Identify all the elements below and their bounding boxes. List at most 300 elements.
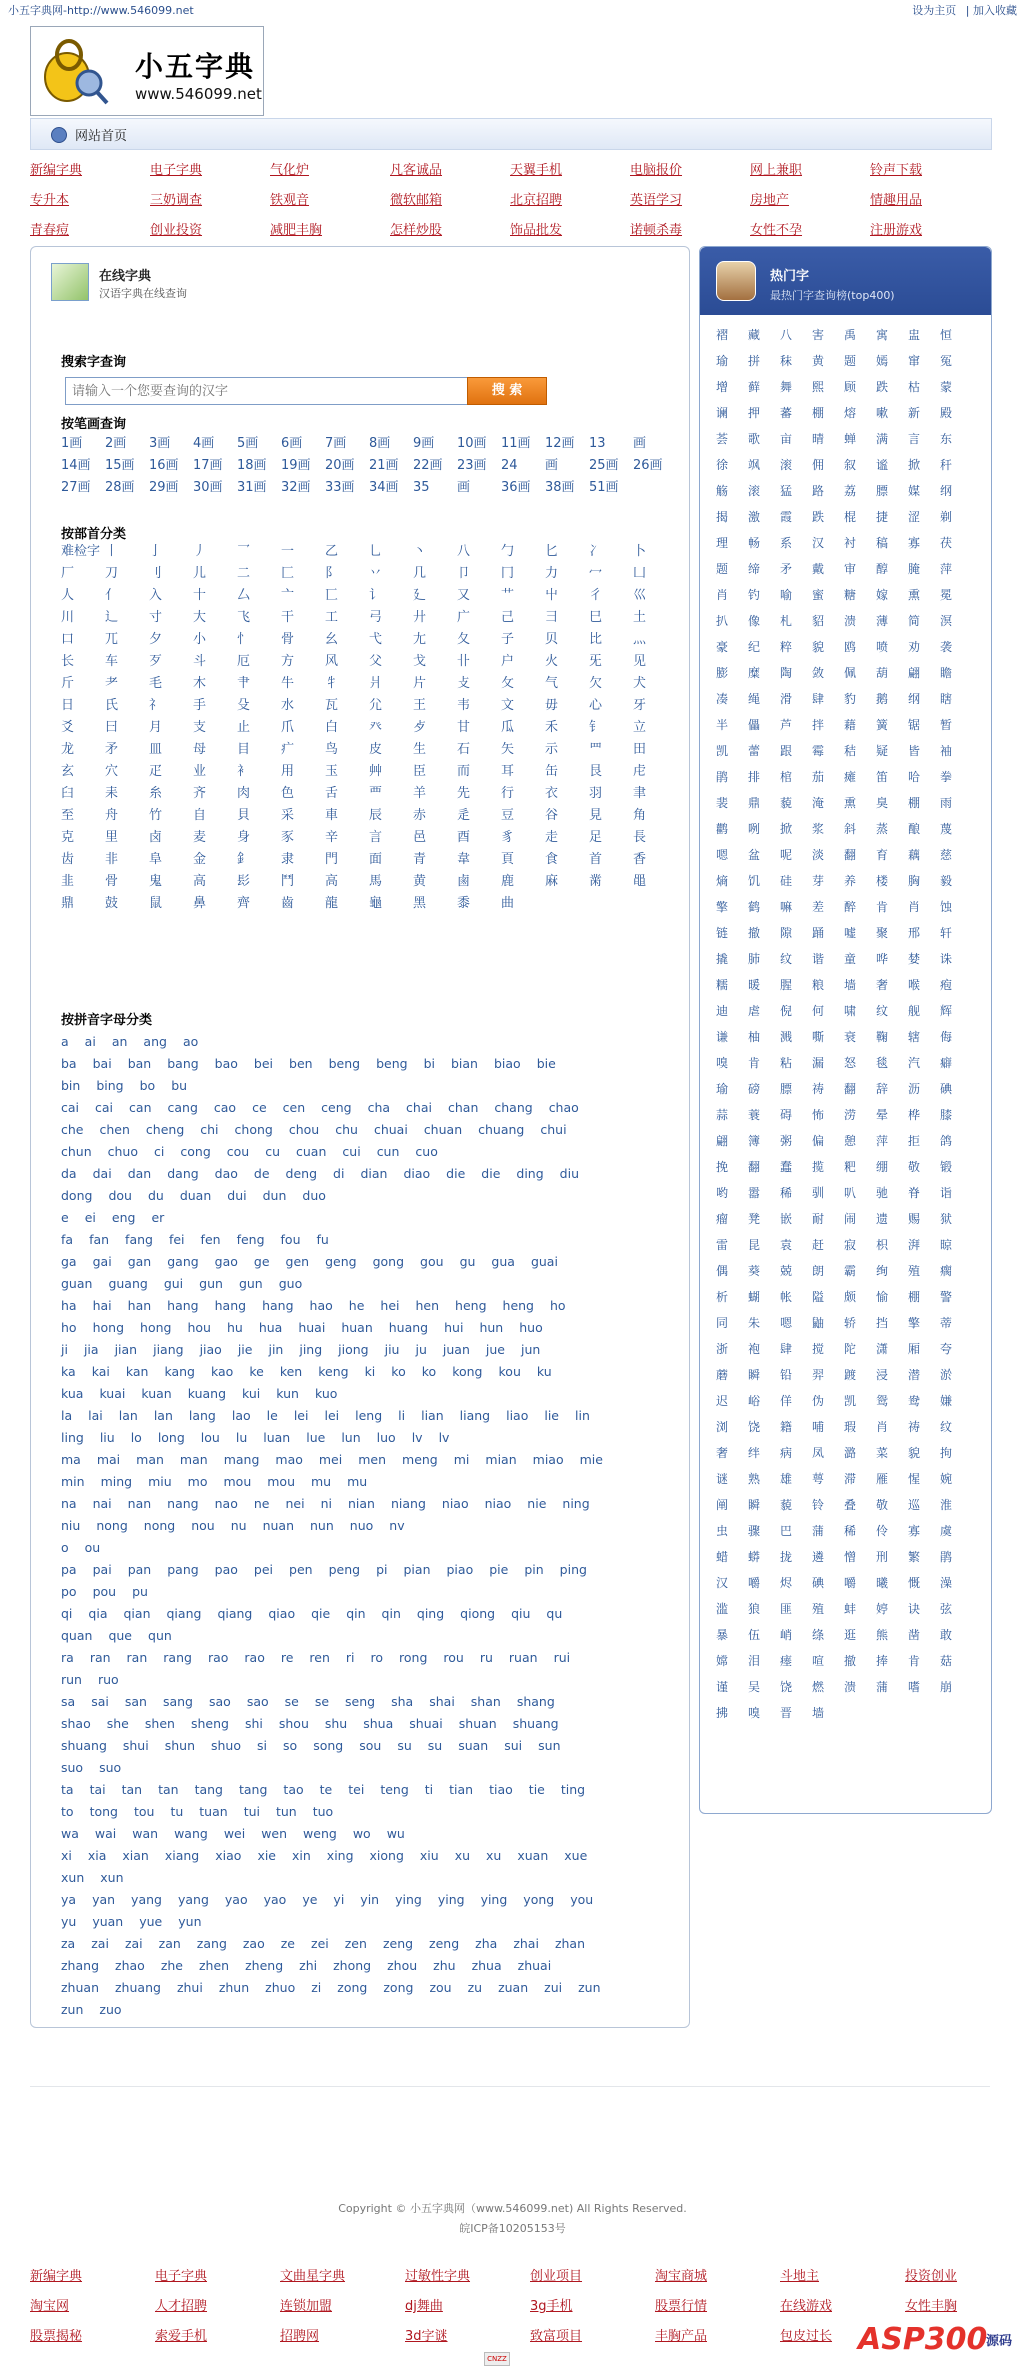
pinyin-link[interactable]: tong	[89, 1804, 118, 1819]
pinyin-link[interactable]: chao	[548, 1100, 579, 1115]
hot-char-link[interactable]: 纹	[876, 1004, 889, 1018]
bottom-link[interactable]: 淘宝商城	[655, 2269, 708, 2284]
pinyin-link[interactable]: kang	[164, 1364, 195, 1379]
hot-char-link[interactable]: 翻	[844, 1082, 857, 1096]
hot-char-link[interactable]: 盆	[748, 848, 761, 862]
radical-link[interactable]: 麦	[193, 830, 207, 845]
pinyin-link[interactable]: se	[284, 1694, 299, 1709]
hot-char-link[interactable]: 藓	[748, 380, 761, 394]
pinyin-link[interactable]: pao	[214, 1562, 238, 1577]
hot-char-link[interactable]: 虐	[748, 1004, 761, 1018]
radical-link[interactable]: 韋	[457, 852, 471, 867]
bottom-link[interactable]: 过敏性字典	[405, 2269, 471, 2284]
pinyin-link[interactable]: ji	[61, 1342, 68, 1357]
radical-link[interactable]: 足	[589, 830, 603, 845]
hot-char-link[interactable]: 怖	[812, 1108, 825, 1122]
radical-link[interactable]: 刂	[149, 566, 163, 581]
hot-char-link[interactable]: 淡	[812, 848, 825, 862]
hot-char-link[interactable]: 瞬	[748, 1368, 761, 1382]
bottom-link[interactable]: 3d字谜	[405, 2329, 448, 2344]
hot-char-link[interactable]: 滑	[780, 692, 793, 706]
hot-char-link[interactable]: 系	[780, 536, 793, 550]
hot-char-link[interactable]: 熔	[844, 406, 857, 420]
pinyin-link[interactable]: huai	[298, 1320, 326, 1335]
pinyin-link[interactable]: fu	[316, 1232, 329, 1247]
hot-char-link[interactable]: 暖	[748, 978, 761, 992]
pinyin-link[interactable]: nao	[214, 1496, 238, 1511]
pinyin-link[interactable]: si	[257, 1738, 268, 1753]
hot-char-link[interactable]: 棚	[812, 406, 825, 420]
radical-link[interactable]: 自	[193, 808, 207, 823]
pinyin-link[interactable]: hao	[309, 1298, 333, 1313]
hot-char-link[interactable]: 祷	[812, 1082, 825, 1096]
hot-char-link[interactable]: 倪	[780, 1004, 793, 1018]
hot-char-link[interactable]: 帐	[780, 1290, 793, 1304]
hot-char-link[interactable]: 像	[748, 614, 761, 628]
hot-char-link[interactable]: 膝	[940, 1108, 953, 1122]
pinyin-link[interactable]: po	[61, 1584, 77, 1599]
radical-link[interactable]: 門	[325, 852, 339, 867]
pinyin-link[interactable]: mie	[579, 1452, 603, 1467]
pinyin-link[interactable]: ga	[61, 1254, 77, 1269]
pinyin-link[interactable]: gong	[372, 1254, 405, 1269]
stroke-link[interactable]: 34画	[369, 480, 399, 495]
hot-char-link[interactable]: 饶	[780, 1680, 793, 1694]
hot-char-link[interactable]: 夸	[940, 1342, 953, 1356]
hot-char-link[interactable]: 谨	[716, 1680, 729, 1694]
hot-char-link[interactable]: 偶	[716, 1264, 729, 1278]
radical-link[interactable]: 黑	[413, 896, 427, 911]
hot-char-link[interactable]: 伶	[876, 1524, 889, 1538]
pinyin-link[interactable]: sang	[162, 1694, 193, 1709]
hot-char-link[interactable]: 擎	[716, 900, 729, 914]
pinyin-link[interactable]: qun	[148, 1628, 172, 1643]
pinyin-link[interactable]: qiong	[460, 1606, 496, 1621]
pinyin-link[interactable]: ou	[84, 1540, 101, 1555]
hot-char-link[interactable]: 哈	[908, 770, 921, 784]
hot-char-link[interactable]: 霸	[844, 1264, 857, 1278]
hot-char-link[interactable]: 臭	[876, 796, 889, 810]
stroke-link[interactable]: 36画	[501, 480, 531, 495]
hot-char-link[interactable]: 赶	[812, 1238, 825, 1252]
radical-link[interactable]: 匚	[281, 566, 295, 581]
pinyin-link[interactable]: cao	[213, 1100, 237, 1115]
hot-char-link[interactable]: 舞	[780, 380, 793, 394]
radical-link[interactable]: 小	[193, 632, 207, 647]
pinyin-link[interactable]: ho	[61, 1320, 77, 1335]
radical-link[interactable]: 业	[193, 764, 207, 779]
hot-char-link[interactable]: 揭	[716, 510, 729, 524]
pinyin-link[interactable]: xu	[486, 1848, 502, 1863]
radical-link[interactable]: 至	[61, 808, 75, 823]
top-link[interactable]: 注册游戏	[870, 223, 923, 238]
pinyin-link[interactable]: fang	[125, 1232, 153, 1247]
bottom-link[interactable]: 3g手机	[530, 2299, 573, 2314]
hot-char-link[interactable]: 析	[716, 1290, 729, 1304]
hot-char-link[interactable]: 湃	[908, 1238, 921, 1252]
pinyin-link[interactable]: pen	[289, 1562, 313, 1577]
hot-char-link[interactable]: 蔑	[940, 822, 953, 836]
hot-char-link[interactable]: 凑	[716, 692, 729, 706]
hot-char-link[interactable]: 溅	[780, 1030, 793, 1044]
hot-char-link[interactable]: 绷	[876, 1160, 889, 1174]
hot-char-link[interactable]: 闹	[844, 1212, 857, 1226]
stroke-link[interactable]: 1画	[61, 436, 83, 451]
radical-link[interactable]: 穴	[105, 764, 119, 779]
hot-char-link[interactable]: 貂	[812, 614, 825, 628]
hot-char-link[interactable]: 昆	[748, 1238, 761, 1252]
pinyin-link[interactable]: kua	[61, 1386, 84, 1401]
radical-link[interactable]: 王	[413, 698, 427, 713]
pinyin-link[interactable]: zong	[383, 1980, 414, 1995]
hot-char-link[interactable]: 审	[844, 562, 857, 576]
radical-link[interactable]: 丿	[193, 544, 207, 559]
pinyin-link[interactable]: kai	[91, 1364, 110, 1379]
bottom-link[interactable]: 丰胸产品	[655, 2329, 708, 2344]
pinyin-link[interactable]: shan	[470, 1694, 501, 1709]
hot-char-link[interactable]: 茄	[812, 770, 825, 784]
pinyin-link[interactable]: shua	[363, 1716, 394, 1731]
pinyin-link[interactable]: bao	[214, 1056, 238, 1071]
radical-link[interactable]: 牛	[281, 676, 295, 691]
hot-char-link[interactable]: 蒂	[940, 1316, 953, 1330]
pinyin-link[interactable]: jian	[114, 1342, 138, 1357]
pinyin-link[interactable]: chuai	[373, 1122, 408, 1137]
hot-char-link[interactable]: 袭	[940, 640, 953, 654]
radical-link[interactable]: 长	[61, 654, 75, 669]
top-link[interactable]: 房地产	[750, 193, 790, 208]
pinyin-link[interactable]: guan	[61, 1276, 93, 1291]
pinyin-link[interactable]: ruo	[97, 1672, 119, 1687]
hot-char-link[interactable]: 憩	[844, 1134, 857, 1148]
pinyin-link[interactable]: ding	[516, 1166, 544, 1181]
stroke-link[interactable]: 23画	[457, 458, 487, 473]
bottom-link[interactable]: 索爱手机	[155, 2329, 208, 2344]
pinyin-link[interactable]: zun	[61, 2002, 84, 2017]
hot-char-link[interactable]: 膨	[716, 666, 729, 680]
pinyin-link[interactable]: pin	[524, 1562, 544, 1577]
pinyin-link[interactable]: gai	[92, 1254, 112, 1269]
radical-link[interactable]: 香	[633, 852, 647, 867]
pinyin-link[interactable]: bi	[423, 1056, 435, 1071]
hot-char-link[interactable]: 粑	[844, 1160, 857, 1174]
pinyin-link[interactable]: feng	[236, 1232, 265, 1247]
radical-link[interactable]: 鬼	[149, 874, 163, 889]
hot-char-link[interactable]: 喻	[780, 588, 793, 602]
pinyin-link[interactable]: meng	[402, 1452, 438, 1467]
hot-char-link[interactable]: 稀	[780, 1186, 793, 1200]
search-button[interactable]: 搜 索	[467, 377, 547, 405]
radical-link[interactable]: 艮	[589, 764, 603, 779]
hot-char-link[interactable]: 晴	[812, 432, 825, 446]
pinyin-link[interactable]: xiang	[164, 1848, 200, 1863]
radical-link[interactable]: 礻	[149, 698, 163, 713]
hot-char-link[interactable]: 荔	[844, 484, 857, 498]
hot-char-link[interactable]: 枳	[876, 1238, 889, 1252]
hot-char-link[interactable]: 媒	[908, 484, 921, 498]
hot-char-link[interactable]: 嗅	[716, 1056, 729, 1070]
bottom-link[interactable]: 招聘网	[280, 2329, 320, 2344]
pinyin-link[interactable]: fa	[61, 1232, 74, 1247]
top-link[interactable]: 减肥丰胸	[270, 223, 323, 238]
pinyin-link[interactable]: deng	[285, 1166, 318, 1181]
hot-char-link[interactable]: 遴	[812, 1550, 825, 1564]
pinyin-link[interactable]: kuai	[99, 1386, 126, 1401]
radical-link[interactable]: 疒	[281, 742, 295, 757]
radical-link[interactable]: 鼠	[149, 896, 163, 911]
pinyin-link[interactable]: bing	[96, 1078, 124, 1093]
hot-char-link[interactable]: 钓	[748, 588, 761, 602]
hot-char-link[interactable]: 蝉	[844, 432, 857, 446]
pinyin-link[interactable]: sui	[504, 1738, 523, 1753]
radical-link[interactable]: 酉	[457, 830, 471, 845]
hot-char-link[interactable]: 疱	[940, 978, 953, 992]
stroke-link[interactable]: 28画	[105, 480, 135, 495]
pinyin-link[interactable]: chang	[494, 1100, 533, 1115]
pinyin-link[interactable]: cuan	[296, 1144, 327, 1159]
pinyin-link[interactable]: long	[157, 1430, 185, 1445]
hot-char-link[interactable]: 衰	[844, 1030, 857, 1044]
hot-char-link[interactable]: 祷	[908, 1420, 921, 1434]
radical-link[interactable]: 方	[281, 654, 295, 669]
radical-link[interactable]: 乛	[237, 544, 251, 559]
hot-char-link[interactable]: 踊	[812, 926, 825, 940]
bottom-link[interactable]: 文曲星字典	[280, 2269, 346, 2284]
hot-char-link[interactable]: 颇	[844, 1290, 857, 1304]
radical-link[interactable]: 非	[105, 852, 119, 867]
radical-link[interactable]: 亻	[105, 588, 119, 603]
hot-char-link[interactable]: 巴	[780, 1524, 793, 1538]
hot-char-link[interactable]: 浸	[876, 1368, 889, 1382]
pinyin-link[interactable]: er	[151, 1210, 165, 1225]
hot-char-link[interactable]: 轩	[940, 926, 953, 940]
radical-link[interactable]: 覀	[369, 786, 383, 801]
pinyin-link[interactable]: duan	[179, 1188, 212, 1203]
pinyin-link[interactable]: zu	[467, 1980, 483, 1995]
pinyin-link[interactable]: kuan	[141, 1386, 172, 1401]
radical-link[interactable]: 禾	[545, 720, 559, 735]
pinyin-link[interactable]: ha	[61, 1298, 77, 1313]
hot-char-link[interactable]: 绊	[748, 1446, 761, 1460]
pinyin-link[interactable]: dong	[61, 1188, 93, 1203]
radical-link[interactable]: 采	[281, 808, 295, 823]
pinyin-link[interactable]: ying	[480, 1892, 508, 1907]
hot-char-link[interactable]: 恒	[940, 328, 953, 342]
pinyin-link[interactable]: cui	[342, 1144, 361, 1159]
radical-link[interactable]: 又	[457, 588, 471, 603]
radical-link[interactable]: 邑	[413, 830, 427, 845]
hot-char-link[interactable]: 满	[876, 432, 889, 446]
stroke-link[interactable]: 35	[413, 480, 430, 495]
pinyin-link[interactable]: tou	[133, 1804, 155, 1819]
radical-link[interactable]: 月	[149, 720, 163, 735]
pinyin-link[interactable]: gang	[167, 1254, 199, 1269]
hot-char-link[interactable]: 绳	[748, 692, 761, 706]
hot-char-link[interactable]: 貌	[908, 1446, 921, 1460]
top-link[interactable]: 饰品批发	[510, 223, 563, 238]
hot-char-link[interactable]: 澡	[940, 1576, 953, 1590]
radical-link[interactable]: 毋	[545, 698, 559, 713]
radical-link[interactable]: 歺	[413, 720, 427, 735]
hot-char-link[interactable]: 哗	[876, 952, 889, 966]
pinyin-link[interactable]: se	[314, 1694, 330, 1709]
stroke-link[interactable]: 2画	[105, 436, 127, 451]
pinyin-link[interactable]: xuan	[517, 1848, 549, 1863]
hot-char-link[interactable]: 匪	[780, 1602, 793, 1616]
pinyin-link[interactable]: sao	[208, 1694, 231, 1709]
pinyin-link[interactable]: cai	[61, 1100, 80, 1115]
radical-link[interactable]: 冂	[501, 566, 515, 581]
pinyin-link[interactable]: bai	[92, 1056, 112, 1071]
radical-link[interactable]: 耒	[105, 786, 119, 801]
radical-link[interactable]: 风	[325, 654, 339, 669]
pinyin-link[interactable]: teng	[380, 1782, 409, 1797]
hot-char-link[interactable]: 滚	[780, 458, 793, 472]
hot-char-link[interactable]: 同	[716, 1316, 729, 1330]
pinyin-link[interactable]: tu	[170, 1804, 184, 1819]
pinyin-link[interactable]: zuo	[99, 2002, 122, 2017]
hot-char-link[interactable]: 鼬	[812, 1316, 825, 1330]
hot-char-link[interactable]: 芦	[780, 718, 793, 732]
pinyin-link[interactable]: duo	[302, 1188, 326, 1203]
radical-link[interactable]: 玉	[325, 764, 339, 779]
hot-char-link[interactable]: 新	[908, 406, 921, 420]
stroke-link[interactable]: 25画	[589, 458, 619, 473]
radical-link[interactable]: 豸	[501, 830, 515, 845]
hot-char-link[interactable]: 袍	[748, 1342, 761, 1356]
pinyin-link[interactable]: kao	[211, 1364, 234, 1379]
hot-char-link[interactable]: 喉	[908, 978, 921, 992]
pinyin-link[interactable]: shou	[278, 1716, 309, 1731]
pinyin-link[interactable]: yao	[224, 1892, 248, 1907]
radical-link[interactable]: 见	[633, 654, 647, 669]
hot-char-link[interactable]: 溃	[844, 614, 857, 628]
hot-char-link[interactable]: 排	[748, 770, 761, 784]
pinyin-link[interactable]: jing	[299, 1342, 323, 1357]
hot-char-link[interactable]: 貌	[812, 640, 825, 654]
bottom-link[interactable]: 淘宝网	[30, 2299, 70, 2314]
pinyin-link[interactable]: rong	[399, 1650, 428, 1665]
pinyin-link[interactable]: di	[333, 1166, 345, 1181]
pinyin-link[interactable]: sao	[246, 1694, 269, 1709]
hot-char-link[interactable]: 熵	[716, 874, 729, 888]
hot-char-link[interactable]: 鹃	[716, 770, 729, 784]
hot-char-link[interactable]: 刑	[876, 1550, 889, 1564]
pinyin-link[interactable]: pai	[92, 1562, 112, 1577]
pinyin-link[interactable]: wo	[352, 1826, 371, 1841]
pinyin-link[interactable]: rang	[163, 1650, 192, 1665]
stroke-link[interactable]: 5画	[237, 436, 259, 451]
pinyin-link[interactable]: diu	[559, 1166, 579, 1181]
pinyin-link[interactable]: sha	[391, 1694, 414, 1709]
pinyin-link[interactable]: gou	[420, 1254, 444, 1269]
pinyin-link[interactable]: tai	[89, 1782, 106, 1797]
pinyin-link[interactable]: ying	[395, 1892, 422, 1907]
hot-char-link[interactable]: 汽	[908, 1056, 921, 1070]
hot-char-link[interactable]: 棚	[908, 796, 921, 810]
pinyin-link[interactable]: tei	[348, 1782, 365, 1797]
pinyin-link[interactable]: run	[61, 1672, 82, 1687]
radical-link[interactable]: 鸟	[325, 742, 339, 757]
pinyin-link[interactable]: weng	[303, 1826, 337, 1841]
hot-char-link[interactable]: 嫣	[876, 354, 889, 368]
top-link[interactable]: 怎样炒股	[390, 223, 443, 238]
pinyin-link[interactable]: liao	[506, 1408, 529, 1423]
hot-char-link[interactable]: 辉	[940, 1004, 953, 1018]
pinyin-link[interactable]: qi	[61, 1606, 73, 1621]
hot-char-link[interactable]: 锯	[908, 718, 921, 732]
pinyin-link[interactable]: luo	[376, 1430, 396, 1445]
hot-char-link[interactable]: 稿	[876, 536, 889, 550]
pinyin-link[interactable]: lue	[306, 1430, 326, 1445]
hot-char-link[interactable]: 藕	[908, 848, 921, 862]
radical-link[interactable]: 凵	[633, 566, 647, 581]
hot-char-link[interactable]: 拌	[812, 718, 825, 732]
pinyin-link[interactable]: xing	[326, 1848, 354, 1863]
hot-char-link[interactable]: 嫌	[940, 1394, 953, 1408]
pinyin-link[interactable]: zen	[344, 1936, 367, 1951]
radical-link[interactable]: 卜	[633, 544, 647, 559]
radical-link[interactable]: 户	[501, 654, 515, 669]
pinyin-link[interactable]: kong	[452, 1364, 483, 1379]
pinyin-link[interactable]: huan	[341, 1320, 373, 1335]
pinyin-link[interactable]: ru	[479, 1650, 493, 1665]
hot-char-link[interactable]: 育	[876, 848, 889, 862]
radical-link[interactable]: 攵	[501, 676, 515, 691]
radical-link[interactable]: 青	[413, 852, 427, 867]
pinyin-link[interactable]: sa	[61, 1694, 76, 1709]
hot-char-link[interactable]: 剃	[940, 510, 953, 524]
hot-char-link[interactable]: 揽	[812, 1160, 825, 1174]
pinyin-link[interactable]: e	[61, 1210, 69, 1225]
pinyin-link[interactable]: shao	[61, 1716, 91, 1731]
hot-char-link[interactable]: 兢	[780, 1264, 793, 1278]
hot-char-link[interactable]: 喷	[876, 640, 889, 654]
pinyin-link[interactable]: zhuai	[517, 1958, 552, 1973]
pinyin-link[interactable]: diao	[403, 1166, 431, 1181]
pinyin-link[interactable]: qiang	[166, 1606, 202, 1621]
pinyin-link[interactable]: bo	[139, 1078, 156, 1093]
radical-link[interactable]: 玄	[61, 764, 75, 779]
pinyin-link[interactable]: zun	[578, 1980, 601, 1995]
hot-char-link[interactable]: 殖	[812, 1602, 825, 1616]
pinyin-link[interactable]: qian	[123, 1606, 151, 1621]
radical-link[interactable]: 钅	[589, 720, 603, 735]
hot-char-link[interactable]: 觞	[716, 484, 729, 498]
pinyin-link[interactable]: yun	[178, 1914, 202, 1929]
top-link[interactable]: 英语学习	[630, 193, 683, 208]
radical-link[interactable]: 厶	[237, 588, 251, 603]
radical-link[interactable]: 石	[457, 742, 471, 757]
pinyin-link[interactable]: zou	[429, 1980, 452, 1995]
hot-char-link[interactable]: 沥	[908, 1082, 921, 1096]
pinyin-link[interactable]: quan	[61, 1628, 93, 1643]
hot-char-link[interactable]: 纹	[780, 952, 793, 966]
radical-link[interactable]: 灬	[633, 632, 647, 647]
radical-link[interactable]: 勹	[501, 544, 515, 559]
hot-char-link[interactable]: 辞	[876, 1082, 889, 1096]
pinyin-link[interactable]: xiu	[419, 1848, 439, 1863]
hot-char-link[interactable]: 凤	[812, 1446, 825, 1460]
pinyin-link[interactable]: nong	[143, 1518, 176, 1533]
radical-link[interactable]: 甘	[457, 720, 471, 735]
radical-link[interactable]: 皮	[369, 742, 383, 757]
hot-char-link[interactable]: 涝	[844, 1108, 857, 1122]
hot-char-link[interactable]: 陀	[844, 1342, 857, 1356]
pinyin-link[interactable]: die	[446, 1166, 466, 1181]
radical-link[interactable]: 食	[545, 852, 559, 867]
pinyin-link[interactable]: guang	[108, 1276, 148, 1291]
